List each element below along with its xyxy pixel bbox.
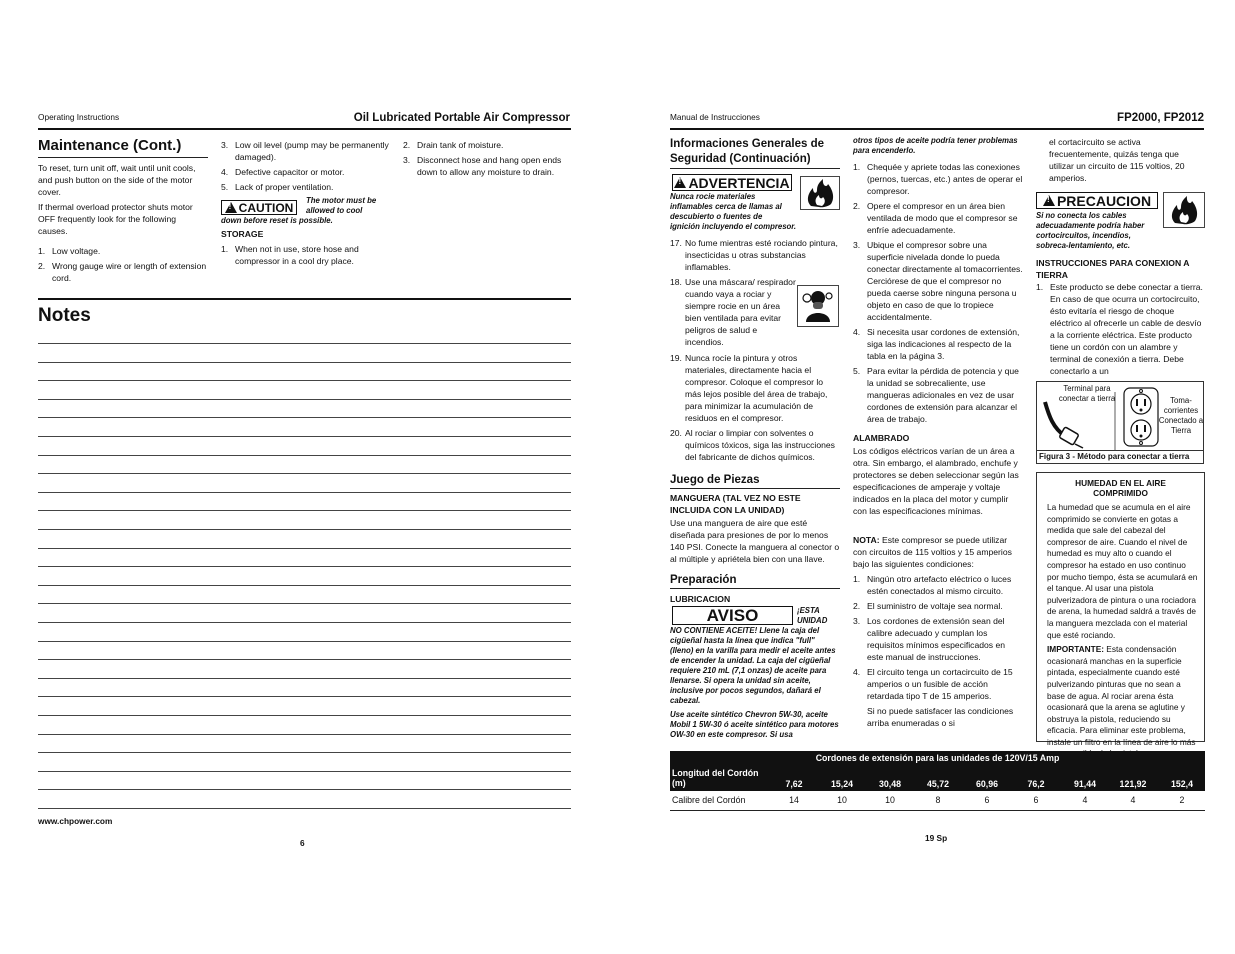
list-item: 1. Ningún otro artefacto eléctrico o luces estén conectados al mismo circuito. <box>853 574 1012 596</box>
conditions-list <box>853 573 1023 729</box>
list-item: 4. Si necesita usar cordones de extensión, siga las indicaciones al respecto de la tabla en la página 3. <box>853 327 1020 361</box>
length-cell: 7,62 <box>785 779 803 789</box>
notes-line <box>38 603 571 604</box>
gauge-cell: 10 <box>885 795 895 805</box>
notes-title: Notes <box>38 305 91 326</box>
list-item: 5. Para evitar la pérdida de potencia y que la unidad se sobrecaliente, use mangueras adicionales en vez de usar cordones de extensión para alcanzar el área de trabajo. <box>853 366 1019 424</box>
caution-text-b: down before reset is possible. <box>221 216 333 225</box>
notes-line <box>38 641 571 642</box>
advertencia-text: Nunca rocie materiales inflamables cerca de llamas al descubierto o fuentes de ignición incluyendo el compresor. <box>670 192 797 231</box>
humedad-text: La humedad que se acumula en el aire comprimido se convierte en gotas a medida que sale del cabezal del compresor de aire. Cuando el nivel de humedad es muy alto o cuando el compresor ha estado en uso continuo por mucho tiempo, ésta se acumulará en el tanque. Al usar una pistola pulverizadora de pintura o una rociadora de arena, la humedad saldrá a través de la manguera mezclada con el material que esté rociando. <box>1047 502 1198 640</box>
notes-line <box>38 362 571 363</box>
seguridad-list-c <box>670 352 838 466</box>
right-header-rule <box>670 128 1204 130</box>
notes-top-rule <box>38 298 571 300</box>
length-cell: 91,44 <box>1073 779 1096 789</box>
notes-line <box>38 771 571 772</box>
table-row-header-1: Longitud del Cordón (m) <box>672 768 759 788</box>
humedad-title: HUMEDAD EN EL AIRE COMPRIMIDO <box>1075 478 1166 498</box>
list-item: 18. Use una máscara/ respirador cuando vaya a rociar y siempre rocie en un área bien ventilada para evitar peligros de salud e incendios. <box>670 277 796 347</box>
gauge-cell: 2 <box>1179 795 1185 805</box>
respirator-icon <box>797 285 839 327</box>
gauge-cell: 6 <box>984 795 990 805</box>
notes-line <box>38 752 571 753</box>
list-item: 4. Defective capacitor or motor. <box>221 167 345 177</box>
conexion-title: INSTRUCCIONES PARA CONEXION A TIERRA <box>1036 258 1190 280</box>
length-cell: 15,24 <box>830 779 853 789</box>
notes-line <box>38 455 571 456</box>
gauge-cell: 10 <box>837 795 847 805</box>
list-item: 1. Chequée y apriete todas las conexiones (pernos, tuercas, etc.) antes de operar el compresor. <box>853 162 1023 196</box>
notes-line <box>38 678 571 679</box>
storage-list-b <box>403 139 571 181</box>
right-header-left: Manual de Instrucciones <box>670 112 760 122</box>
warning-triangle-icon <box>1043 195 1055 206</box>
maintenance-title: Maintenance (Cont.) <box>38 137 208 158</box>
preparacion-rule <box>670 588 840 589</box>
notes-line <box>38 585 571 586</box>
maint-paragraph-1: To reset, turn unit off, wait until unit cools, and push button on the side of the motor cover. <box>38 163 196 197</box>
conexion-list <box>1036 281 1206 380</box>
list-item: 2. Wrong gauge wire or length of extension cord. <box>38 261 207 283</box>
length-cell: 45,72 <box>926 779 949 789</box>
gauge-cell: 4 <box>1082 795 1088 805</box>
list-item: 2. Drain tank of moisture. <box>403 140 504 150</box>
length-cell: 152,4 <box>1170 779 1193 789</box>
maint-paragraph-2: If thermal overload protector shuts motor OFF frequently look for the following causes. <box>38 202 193 236</box>
precaucion-box: ! PRECAUCION <box>1036 192 1158 209</box>
list-item: 19. Nunca rocíe la pintura y otros materiales, directamente hacia el compresor. Coloque el compresor lo más lejos posible del área de trabajo, para minimizar la acumulación de residuos en el compresor. <box>670 353 828 423</box>
storage-title: STORAGE <box>221 229 264 239</box>
seguridad-title: Informaciones Generales de Seguridad (Continuación) <box>670 138 825 165</box>
list-item: 5. Lack of proper ventilation. <box>221 182 334 192</box>
col3-top-text: el cortacircuito se activa frecuentemente, quizás tenga que utilizar un circuito de 115 voltios, 20 amperios. <box>1049 137 1185 183</box>
notes-line <box>38 566 571 567</box>
list-item: 4. El circuito tenga un cortacircuito de 15 amperios o un fusible de acción retardada tipo T de 15 amperios. <box>853 667 1013 701</box>
outlet-icon <box>1122 386 1162 448</box>
notes-line <box>38 510 571 511</box>
notes-line <box>38 548 571 549</box>
storage-list-a <box>221 243 376 270</box>
advertencia-box: ! ADVERTENCIA <box>672 174 792 191</box>
list-item: 3. Disconnect hose and hang open ends down to allow any moisture to drain. <box>403 155 562 177</box>
length-cell: 121,92 <box>1119 779 1147 789</box>
caution-text-a: The motor must be allowed to cool <box>306 196 377 215</box>
flame-icon <box>800 176 840 210</box>
notes-line <box>38 734 571 735</box>
warning-triangle-icon <box>225 202 237 213</box>
notes-line <box>38 715 571 716</box>
left-header-left: Operating Instructions <box>38 112 120 122</box>
gauge-cell: 6 <box>1033 795 1039 805</box>
causes-list-a <box>38 245 208 284</box>
notes-line <box>38 473 571 474</box>
list-item: 1. Low voltage. <box>38 246 101 256</box>
precaucion-text: Si no conecta los cables adecuadamente podría haber cortocircuitos, incendios, sobreca-lentamiento, etc. <box>1036 211 1145 250</box>
left-page-number: 6 <box>300 838 305 848</box>
aviso-text: NO CONTIENE ACEITE! Llene la caja del cigüeñal hasta la línea que indica "full" (lleno) en la varilla para medir el aceite antes de encender la unidad. La caja del cigüeñal requiere 210 mL (7,1 onzas) de aceite para llenarse. Si opera la unidad sin aceite, inclusive por pocos segundos, dañará el cabezal. <box>670 626 836 705</box>
length-cell: 30,48 <box>878 779 901 789</box>
notes-line <box>38 380 571 381</box>
importante-text: IMPORTANTE: Esta condensación ocasionará manchas en la superficie pintada, especialmente cuando esté pulverizando pinturas que no sean a base de agua. Al rociar arena ésta ocasionará que la arena se aglutine y obstruya la pistola, reduciendo su eficacia. Para eliminar este problema, instale un filtro en la línea de aire lo más <box>1047 644 1196 747</box>
seguridad-rule <box>670 168 840 169</box>
notes-line <box>38 417 571 418</box>
notes-line <box>38 492 571 493</box>
notes-line <box>38 622 571 623</box>
list-item: 1. Este producto se debe conectar a tierra. En caso de que ocurra un cortocircuito, ésto evitaría el riesgo de choque eléctrico al ofrecerle un cable de desvío a la corriente eléctrica. Este producto tiene un cordón con un alambre y terminal de conexión a tierra. Debe conectarlo a un <box>1036 282 1203 376</box>
figure-left-label: Terminal para conectar a tierra <box>1058 384 1116 403</box>
notes-line <box>38 696 571 697</box>
preparacion-title: Preparación <box>670 574 737 586</box>
conditions-tail: Si no puede satisfacer las condiciones arriba enumeradas o si <box>867 706 1014 728</box>
left-header-rule <box>38 128 571 130</box>
aviso-side-text: ¡ESTA UNIDAD <box>797 606 828 625</box>
nota-text: NOTA: Este compresor se puede utilizar con circuitos de 115 voltios y 15 amperios bajo las siguientes condiciones: <box>853 535 1012 569</box>
humedad-box <box>1036 472 1205 747</box>
list-item: 1. When not in use, store hose and compressor in a cool dry place. <box>221 244 359 266</box>
aviso-text-2: Use aceite sintético Chevron 5W-30, aceite Mobil 1 5W-30 ó aceite sintético para motores OW-30 en este compresor. Si usa <box>670 710 839 739</box>
lubricacion-title: LUBRICACION <box>670 594 731 604</box>
seguridad-list-b <box>670 276 798 351</box>
maintenance-column <box>38 137 208 287</box>
list-item: 3. Ubique el compresor sobre una superficie nivelada donde lo pueda conectar directamente al tomacorrientes. Cerciórese de que el compresor no pueda caerse sobre ninguna persona u objeto en caso de que lo tropiece accidentalmente. <box>853 240 1023 322</box>
figure-caption: Figura 3 - Método para conectar a tierra <box>1039 452 1190 461</box>
notes-line <box>38 529 571 530</box>
causes-column <box>221 139 391 196</box>
gauge-cell: 4 <box>1130 795 1136 805</box>
notes-line <box>38 789 571 790</box>
caution-box: ! CAUTION <box>221 200 297 215</box>
figure-right-label: Toma-corrientes Conectado a Tierra <box>1158 396 1204 435</box>
notes-line <box>38 436 571 437</box>
list-item: 2. Opere el compresor en un área bien ventilada de modo que el compresor se enfríe adecuadamente. <box>853 201 1018 235</box>
seguridad-list-a <box>670 237 838 276</box>
table-row-header-2: Calibre del Cordón <box>672 795 746 805</box>
aviso-box: AVISO <box>672 606 793 625</box>
alambrado-title: ALAMBRADO <box>853 433 910 443</box>
table-bottom-rule <box>670 810 1205 811</box>
juego-rule <box>670 488 840 489</box>
left-header-title: Oil Lubricated Portable Air Compressor <box>353 112 570 124</box>
right-page-number: 19 Sp <box>925 833 948 843</box>
juego-title: Juego de Piezas <box>670 474 760 486</box>
notes-line <box>38 399 571 400</box>
warning-triangle-icon <box>674 177 686 188</box>
manguera-title: MANGUERA (TAL VEZ NO ESTE INCLUIDA CON LA UNIDAD) <box>670 493 801 515</box>
operation-list <box>853 161 1023 428</box>
grounding-figure <box>1036 381 1204 464</box>
gauge-cell: 8 <box>935 795 941 805</box>
footer-url: www.chpower.com <box>38 816 113 826</box>
list-item: 3. Low oil level (pump may be permanently damaged). <box>221 140 389 162</box>
alambrado-text: Los códigos eléctricos varían de un área a otra. Sin embargo, el alambrado, enchufe y protectores se deben seleccionar según las especificaciones de amperaje y voltaje indicados en la placa del motor y cumplir con las especificaciones mínimas. <box>853 446 1019 516</box>
table-title: Cordones de extensión para las unidades de 120V/15 Amp <box>670 751 1205 766</box>
gauge-cell: 14 <box>789 795 799 805</box>
length-cell: 76,2 <box>1027 779 1045 789</box>
col2-top-text: otros tipos de aceite podría tener problemas para encenderlo. <box>853 136 1018 155</box>
list-item: 2. El suministro de voltaje sea normal. <box>853 601 1003 611</box>
list-item: 20. Al rociar o limpiar con solventes o químicos tóxicos, siga las instrucciones del fabricante de dichos químicos. <box>670 428 835 462</box>
list-item: 17. No fume mientras esté rociando pintura, insecticidas u otras substancias inflamables. <box>670 238 838 272</box>
manguera-text: Use una manguera de aire que esté diseñada para presiones de por lo menos 140 PSI. Conecte la manguera al conector o al múltiple y apriétela bien con una llave. <box>670 518 840 564</box>
notes-line <box>38 659 571 660</box>
length-cell: 60,96 <box>975 779 998 789</box>
right-header-title: FP2000, FP2012 <box>1117 112 1204 124</box>
notes-line <box>38 343 571 344</box>
list-item: 3. Los cordones de extensión sean del calibre adecuado y cumplan los requisitos mínimos especificados en este manual de instrucciones. <box>853 616 1006 662</box>
notes-line <box>38 808 571 809</box>
flame-icon <box>1163 192 1205 228</box>
